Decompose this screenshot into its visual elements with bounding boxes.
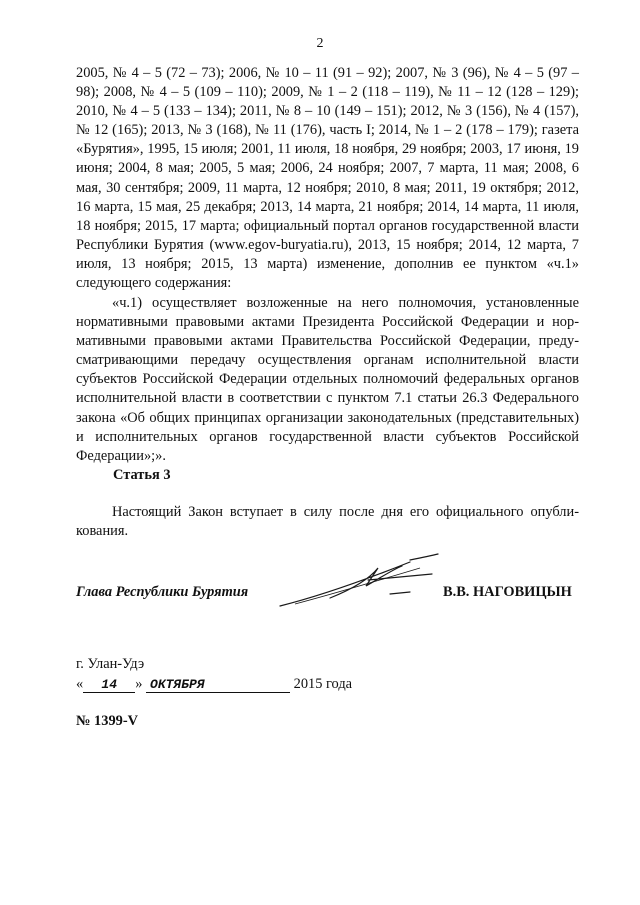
body-paragraph: 2005, № 4 – 5 (72 – 73); 2006, № 10 – 11 (91 – 92); 2007, № 3 (96), № 4 – 5 (97 – 98); 2008, № 4 – 5 (109 – 110); 2009, № 1 – 2 (118 – 119), № 11 – 12 (128 – 129); 2010, № 4 – 5 (133 – 134); 2011, № 8 – 10 (149 – 151); 2012, № 3 (156), № 4 (157), № 12 (165); 2013, № 3 (168), № 11 (176), часть I; 2014, № 1 – 2 (178 – 179); газета «Бурятия», 1995, 15 июля; 2001, 11 июля, 18 ноября, 29 ноября; 2003, 17 июня, 19 июня; 2004, 8 мая; 2005, 5 мая; 2006, 24 ноября; 2007, 7 марта, 11 мая; 2008, 6 мая, 30 сентября; 2009, 11 марта, 12 ноября; 2010, 8 мая; 2011, 19 октября; 2012, 16 марта, 15 мая, 25 декабря; 2013, 14 марта, 21 ноября; 2014, 14 марта, 11 июля, 18 ноября; 2015, 17 марта; официальный портал органов государственной власти Республики Бурятия (www.egov-buryatia.ru), 2013, 15 ноября; 2014, 12 марта, 7 июля, 13 ноября; 2015, 13 марта) изменение, дополнив ее пунктом «ч.1» следующего содержания:	[76, 65, 579, 292]
amendment-quote: «ч.1) осуществляет возложенные на него полномочия, установленные нормативными правовыми актами Президента Российской Федерации и нормативными правовыми актами Правительства Российской Федерации, предусматривающими передачу осуществления органам исполнительной власти субъектов Российской Федерации отдельных полномочий федеральных органов исполнительной власти в соответствии с пунктом 7.1 статьи 26.3 Федерального закона «Об общих принципах организации законодательных (представительных) и исполнительных органов государственной власти субъектов Российской Федерации»;».	[76, 295, 579, 464]
signatory-title: Глава Республики Бурятия	[76, 584, 249, 600]
signatory-name: В.В. НАГОВИЦЫН	[443, 584, 572, 600]
law-number: № 1399-V	[76, 713, 139, 729]
date-day: 14	[83, 677, 135, 693]
handwritten-signature	[260, 548, 460, 618]
date-month: ОКТЯБРЯ	[146, 677, 290, 693]
article-heading: Статья 3	[113, 467, 171, 483]
date-year: 2015 года	[293, 676, 353, 692]
city: г. Улан-Удэ	[76, 656, 145, 672]
date-close-quote: »	[135, 676, 143, 692]
page-number: 2	[316, 36, 324, 51]
date-open-quote: «	[76, 676, 84, 692]
article-text: Настоящий Закон вступает в силу после дня его официального опубликования.	[76, 504, 579, 540]
signing-date	[76, 675, 352, 693]
